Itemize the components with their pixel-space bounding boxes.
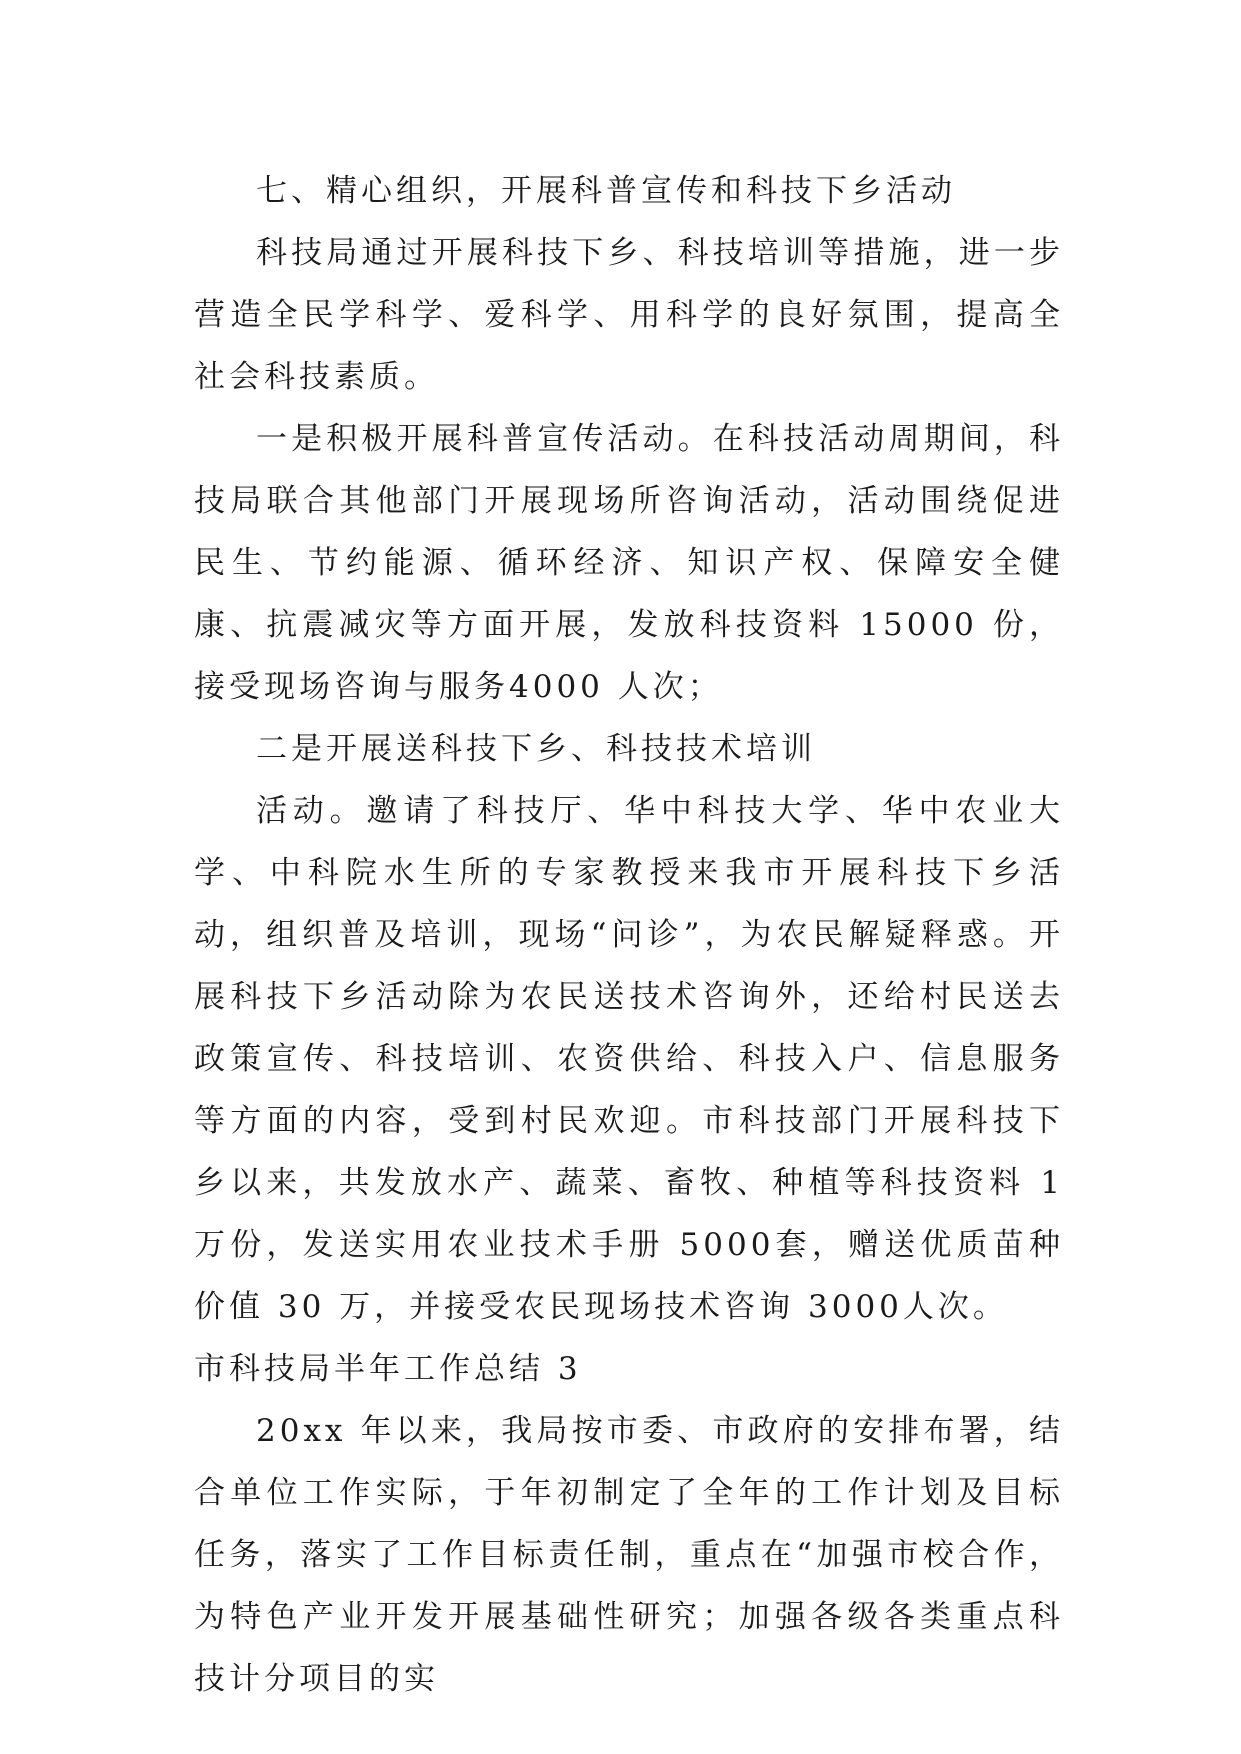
item-one-paragraph: 一是积极开展科普宣传活动。在科技活动周期间，科技局联合其他部门开展现场所咨询活动，活动围绕促进民生、节约能源、循环经济、知识产权、保障安全健康、抗震减灾等方面开展，发放科技资料 15000 份，接受现场咨询与服务4000 人次； [194,421,1064,705]
document-subtitle: 市科技局半年工作总结 3 [194,1351,582,1387]
summary-paragraph: 20xx 年以来，我局按市委、市政府的安排布署，结合单位工作实际，于年初制定了全年的工作计划及目标任务，落实了工作目标责任制，重点在“加强市校合作，为特色产业开发开展基础性研究；加强各级各类重点科技计分项目的实 [194,1413,1064,1697]
intro-paragraph: 科技局通过开展科技下乡、科技培训等措施，进一步营造全民学科学、爱科学、用科学的良好氛围，提高全社会科技素质。 [194,235,1064,395]
document-body [194,160,1064,1710]
section-heading: 七、精心组织，开展科普宣传和科技下乡活动 [256,173,956,209]
item-two-heading: 二是开展送科技下乡、科技技术培训 [256,731,816,767]
item-two-body: 活动。邀请了科技厅、华中科技大学、华中农业大学、中科院水生所的专家教授来我市开展科技下乡活动，组织普及培训，现场“问诊”，为农民解疑释惑。开展科技下乡活动除为农民送技术咨询外，还给村民送去政策宣传、科技培训、农资供给、科技入户、信息服务等方面的内容，受到村民欢迎。市科技部门开展科技下乡以来，共发放水产、蔬菜、畜牧、种植等科技资料 1 万份，发送实用农业技术手册 5000套，赠送优质苗种价值 30 万，并接受农民现场技术咨询 3000人次。 [194,793,1064,1325]
